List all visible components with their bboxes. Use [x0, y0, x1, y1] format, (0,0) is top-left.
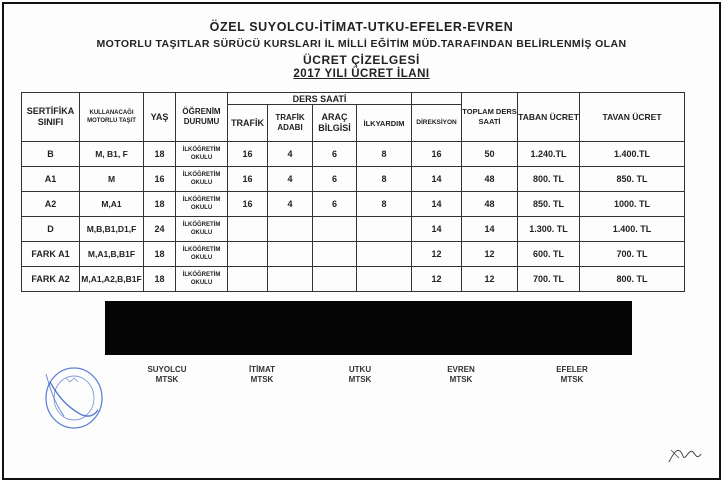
cell-trafik — [228, 267, 268, 292]
col-toplam: TOPLAM DERS SAATİ — [462, 93, 518, 142]
cell-sinif: FARK A2 — [22, 267, 80, 292]
cell-taban: 1.240.TL — [518, 142, 580, 167]
signature-sub: MTSK — [250, 375, 274, 384]
cell-tasit: M, B1, F — [80, 142, 144, 167]
cell-yas: 16 — [144, 167, 176, 192]
table-row — [22, 142, 685, 167]
cell-ogrenim: İLKÖĞRETİM OKULU — [176, 267, 228, 292]
col-kullanacagi: KULLANACAĞI MOTORLU TAŞIT — [80, 93, 144, 142]
header-subtitle: MOTORLU TAŞITLAR SÜRÜCÜ KURSLARI İL MİLLİ EĞİTİM MÜD.TARAFINDAN BELİRLENMİŞ OLAN — [96, 38, 627, 50]
cell-tasit: M,A1,A2,B,B1F — [80, 267, 144, 292]
cell-tavan: 850. TL — [580, 167, 685, 192]
header-institutions: ÖZEL SUYOLCU-İTİMAT-UTKU-EFELER-EVREN — [209, 20, 514, 34]
cell-arac: 6 — [313, 167, 357, 192]
table-row — [22, 242, 685, 267]
cell-adab: 4 — [268, 167, 313, 192]
cell-sinif: D — [22, 217, 80, 242]
col-arac-bilgisi: ARAÇ BİLGİSİ — [313, 105, 357, 142]
cell-arac: 6 — [313, 142, 357, 167]
signature-name: EVREN — [447, 365, 475, 374]
cell-tavan: 1.400.TL — [580, 142, 685, 167]
cell-ilkyardim: 8 — [357, 192, 412, 217]
cell-toplam: 48 — [462, 167, 518, 192]
col-ilkyardim: İLKYARDIM — [357, 105, 412, 142]
cell-trafik — [228, 242, 268, 267]
table-row — [22, 217, 685, 242]
cell-ogrenim: İLKÖĞRETİM OKULU — [176, 192, 228, 217]
cell-ogrenim: İLKÖĞRETİM OKULU — [176, 142, 228, 167]
cell-arac — [313, 267, 357, 292]
col-sertifika: SERTİFİKA SINIFI — [22, 93, 80, 142]
cell-adab — [268, 267, 313, 292]
redaction-block — [105, 301, 632, 355]
cell-ilkyardim: 8 — [357, 142, 412, 167]
cell-sinif: A1 — [22, 167, 80, 192]
cell-tasit: M,B,B1,D1,F — [80, 217, 144, 242]
signature-sub: MTSK — [348, 375, 372, 384]
cell-tasit: M,A1 — [80, 192, 144, 217]
cell-adab: 4 — [268, 142, 313, 167]
cell-tavan: 1000. TL — [580, 192, 685, 217]
cell-tavan: 700. TL — [580, 242, 685, 267]
cell-tavan: 1.400. TL — [580, 217, 685, 242]
header-row-1 — [22, 93, 685, 105]
header-year-text: 2017 YILI ÜCRET İLANI — [293, 68, 430, 80]
signature-evren — [421, 365, 501, 385]
cell-direksiyon: 14 — [412, 192, 462, 217]
cell-sinif: A2 — [22, 192, 80, 217]
cell-toplam: 50 — [462, 142, 518, 167]
cell-ilkyardim — [357, 217, 412, 242]
cell-adab — [268, 217, 313, 242]
signature-name: EFELER — [556, 365, 588, 374]
cell-sinif: B — [22, 142, 80, 167]
cell-adab: 4 — [268, 192, 313, 217]
table-row — [22, 267, 685, 292]
cell-taban: 1.300. TL — [518, 217, 580, 242]
cell-direksiyon: 14 — [412, 217, 462, 242]
cell-trafik: 16 — [228, 142, 268, 167]
cell-adab — [268, 242, 313, 267]
handwritten-mark-icon — [665, 440, 705, 470]
cell-toplam: 48 — [462, 192, 518, 217]
cell-arac — [313, 242, 357, 267]
cell-yas: 18 — [144, 142, 176, 167]
cell-taban: 850. TL — [518, 192, 580, 217]
cell-trafik — [228, 217, 268, 242]
cell-ogrenim: İLKÖĞRETİM OKULU — [176, 217, 228, 242]
cell-ilkyardim: 8 — [357, 167, 412, 192]
col-trafik-adabi: TRAFİK ADABI — [268, 105, 313, 142]
col-trafik: TRAFİK — [228, 105, 268, 142]
signature-sub: MTSK — [155, 375, 179, 384]
cell-trafik: 16 — [228, 192, 268, 217]
signature-efeler — [532, 365, 612, 385]
stamp-seal-icon — [36, 358, 116, 438]
header-title: ÜCRET ÇİZELGESİ — [302, 53, 420, 67]
cell-direksiyon: 14 — [412, 167, 462, 192]
col-direksiyon: DİREKSİYON — [412, 105, 462, 142]
table-row — [22, 192, 685, 217]
cell-toplam: 14 — [462, 217, 518, 242]
cell-sinif: FARK A1 — [22, 242, 80, 267]
cell-trafik: 16 — [228, 167, 268, 192]
col-ders-saati: DERS SAATİ — [228, 93, 412, 105]
col-ders-blank — [412, 93, 462, 105]
cell-toplam: 12 — [462, 242, 518, 267]
signature-name: SUYOLCU — [147, 365, 187, 374]
cell-yas: 18 — [144, 242, 176, 267]
signature-name: UTKU — [348, 365, 372, 374]
cell-yas: 18 — [144, 192, 176, 217]
cell-ilkyardim — [357, 267, 412, 292]
col-taban: TABAN ÜCRET — [518, 93, 580, 142]
cell-yas: 18 — [144, 267, 176, 292]
cell-tavan: 800. TL — [580, 267, 685, 292]
signature-sub: MTSK — [449, 375, 473, 384]
signature-suyolcu — [127, 365, 207, 385]
cell-direksiyon: 12 — [412, 242, 462, 267]
cell-ilkyardim — [357, 242, 412, 267]
cell-taban: 800. TL — [518, 167, 580, 192]
signature-name: İTİMAT — [248, 365, 276, 374]
fee-table — [21, 92, 685, 292]
header-year — [0, 68, 723, 80]
signature-utku — [320, 365, 400, 385]
cell-direksiyon: 12 — [412, 267, 462, 292]
col-ogrenim: ÖĞRENİM DURUMU — [176, 93, 228, 142]
cell-tasit: M — [80, 167, 144, 192]
col-tavan: TAVAN ÜCRET — [580, 93, 685, 142]
cell-ogrenim: İLKÖĞRETİM OKULU — [176, 167, 228, 192]
cell-toplam: 12 — [462, 267, 518, 292]
cell-taban: 700. TL — [518, 267, 580, 292]
col-yas: YAŞ — [144, 93, 176, 142]
cell-arac: 6 — [313, 192, 357, 217]
cell-taban: 600. TL — [518, 242, 580, 267]
cell-ogrenim: İLKÖĞRETİM OKULU — [176, 242, 228, 267]
cell-direksiyon: 16 — [412, 142, 462, 167]
cell-yas: 24 — [144, 217, 176, 242]
cell-tasit: M,A1,B,B1F — [80, 242, 144, 267]
signature-sub: MTSK — [560, 375, 584, 384]
signature-itimat — [222, 365, 302, 385]
cell-arac — [313, 217, 357, 242]
table-row — [22, 167, 685, 192]
